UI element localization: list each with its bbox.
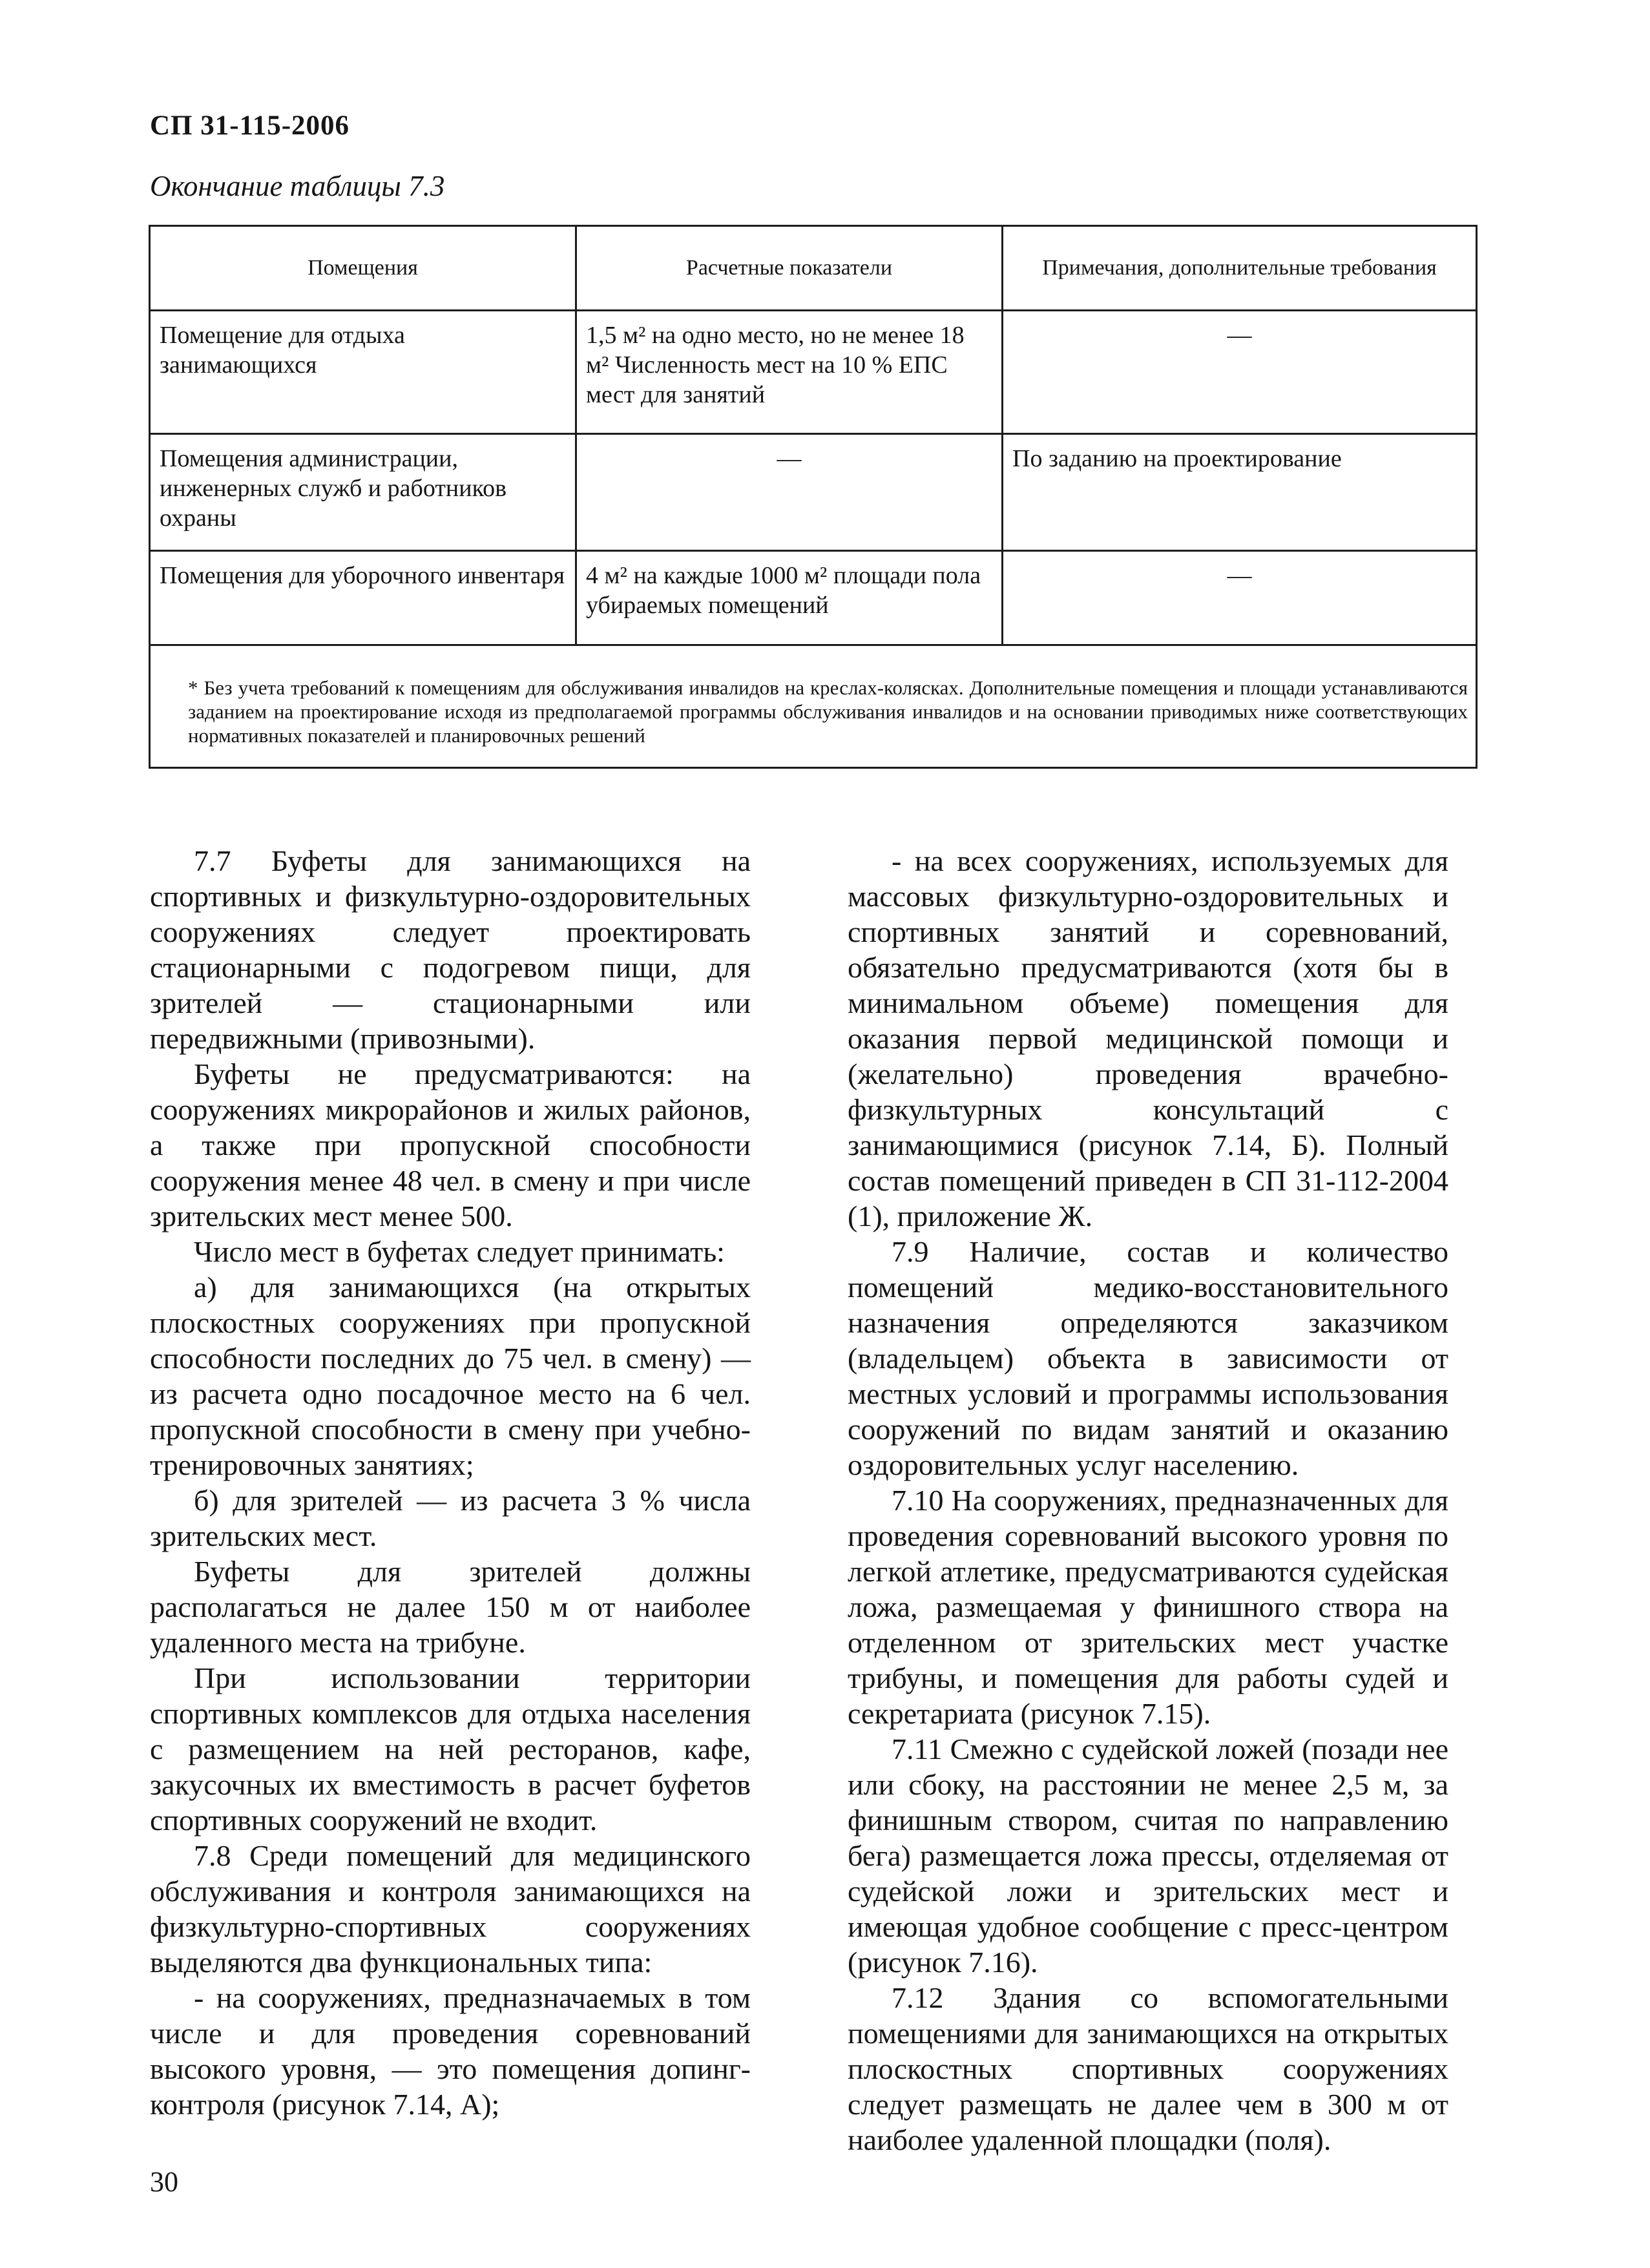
paragraph: а) для занимающихся (на открытых плоскостных сооружениях при пропускной способности последних до 75 чел. в смену) — из расчета одно посадочное место на 6 чел. пропускной способности в смену при учебно-тренировочных занятиях; — [150, 1271, 751, 1481]
table-cell: Помещения администрации, инженерных служб и работников охраны — [150, 434, 576, 551]
paragraph: Буфеты для зрителей должны располагаться не далее 150 м от наиболее удаленного места на трибуне. — [150, 1555, 751, 1659]
table-cell: — — [576, 434, 1003, 551]
paragraph: 7.7 Буфеты для занимающихся на спортивных и физкультурно-оздоровительных сооружениях следует проектировать стационарными с подогревом пищи, для зрителей — стационарными или передвижными (привозными). — [150, 844, 751, 1055]
rooms-table — [149, 225, 1478, 769]
table-row — [150, 551, 1477, 645]
paragraph: 7.10 На сооружениях, предназначенных для проведения соревнований высокого уровня по легкой атлетике, предусматриваются судейская ложа, размещаемая у финишного створа на отделенном от зрительских мест участке трибуны, и помещения для работы судей и секретариата (рисунок 7.15). — [848, 1484, 1448, 1730]
paragraph: Число мест в буфетах следует принимать: — [194, 1235, 725, 1268]
paragraph: 7.9 Наличие, состав и количество помещений медико-восстановительного назначения определяются заказчиком (владельцем) объекта в зависимости от местных условий и программы использования сооружений по видам занятий и оказанию оздоровительных услуг населению. — [848, 1235, 1448, 1481]
column-header: Помещения — [150, 226, 576, 311]
paragraph: При использовании территории спортивных комплексов для отдыха населения с размещением на ней ресторанов, кафе, закусочных их вместимость в расчет буфетов спортивных сооружений не входит. — [150, 1661, 751, 1836]
paragraph: 7.8 Среди помещений для медицинского обслуживания и контроля занимающихся на физкультурно-спортивных сооружениях выделяются два функциональных типа: — [150, 1839, 751, 1979]
table-footnote-row — [150, 645, 1477, 768]
table-row — [150, 311, 1477, 434]
page-number: 30 — [150, 2166, 178, 2198]
table-footnote: * Без учета требований к помещениям для обслуживания инвалидов на креслах-колясках. Дополнительные помещения и площади устанавливаются заданием на проектирование исходя из предполагаемой программы обслуживания инвалидов и на основании приводимых ниже соответствующих нормативных показателей и планировочных решений — [150, 645, 1477, 768]
table-row — [150, 434, 1477, 551]
left-column — [150, 843, 751, 2122]
paragraph: - на сооружениях, предназначаемых в том числе и для проведения соревнований высокого уровня, — это помещения допинг-контроля (рисунок 7.14, А); — [150, 1981, 751, 2121]
right-column — [848, 843, 1448, 2158]
table-cell: 4 м² на каждые 1000 м² площади пола убираемых помещений — [576, 551, 1003, 645]
table-cell: Помещение для отдыха занимающихся — [150, 311, 576, 434]
paragraph: 7.11 Смежно с судейской ложей (позади нее или сбоку, на расстоянии не менее 2,5 м, за финишным створом, считая по направлению бега) размещается ложа прессы, отделяемая от судейской ложи и зрительских мест и имеющая удобное сообщение с пресс-центром (рисунок 7.16). — [848, 1732, 1448, 1979]
table-cell: Помещения для уборочного инвентаря — [150, 551, 576, 645]
column-header: Примечания, дополнительные требования — [1003, 226, 1477, 311]
table-cell: По заданию на проектирование — [1003, 434, 1477, 551]
paragraph: - на всех сооружениях, используемых для массовых физкультурно-оздоровительных и спортивных занятий и соревнований, обязательно предусматриваются (хотя бы в минимальном объеме) помещения для оказания первой медицинской помощи и (желательно) проведения врачебно-физкультурных консультаций с занимающимися (рисунок 7.14, Б). Полный состав помещений приведен в СП 31-112-2004 (1), приложение Ж. — [848, 844, 1448, 1233]
paragraph: 7.12 Здания со вспомогательными помещениями для занимающихся на открытых плоскостных спортивных сооружениях следует размещать не далее чем в 300 м от наиболее удаленной площадки (поля). — [848, 1981, 1448, 2156]
document-code: СП 31-115-2006 — [150, 110, 350, 141]
table-cell: — — [1003, 551, 1477, 645]
column-header: Расчетные показатели — [576, 226, 1003, 311]
paragraph: Буфеты не предусматриваются: на сооружениях микрорайонов и жилых районов, а также при пропускной способности сооружения менее 48 чел. в смену и при числе зрительских мест менее 500. — [150, 1057, 751, 1233]
table-header-row — [150, 226, 1477, 311]
paragraph: б) для зрителей — из расчета 3 % числа зрительских мест. — [150, 1484, 751, 1552]
table-cell: — — [1003, 311, 1477, 434]
table-caption: Окончание таблицы 7.3 — [150, 170, 445, 202]
table-cell: 1,5 м² на одно место, но не менее 18 м² Численность мест на 10 % ЕПС мест для занятий — [576, 311, 1003, 434]
